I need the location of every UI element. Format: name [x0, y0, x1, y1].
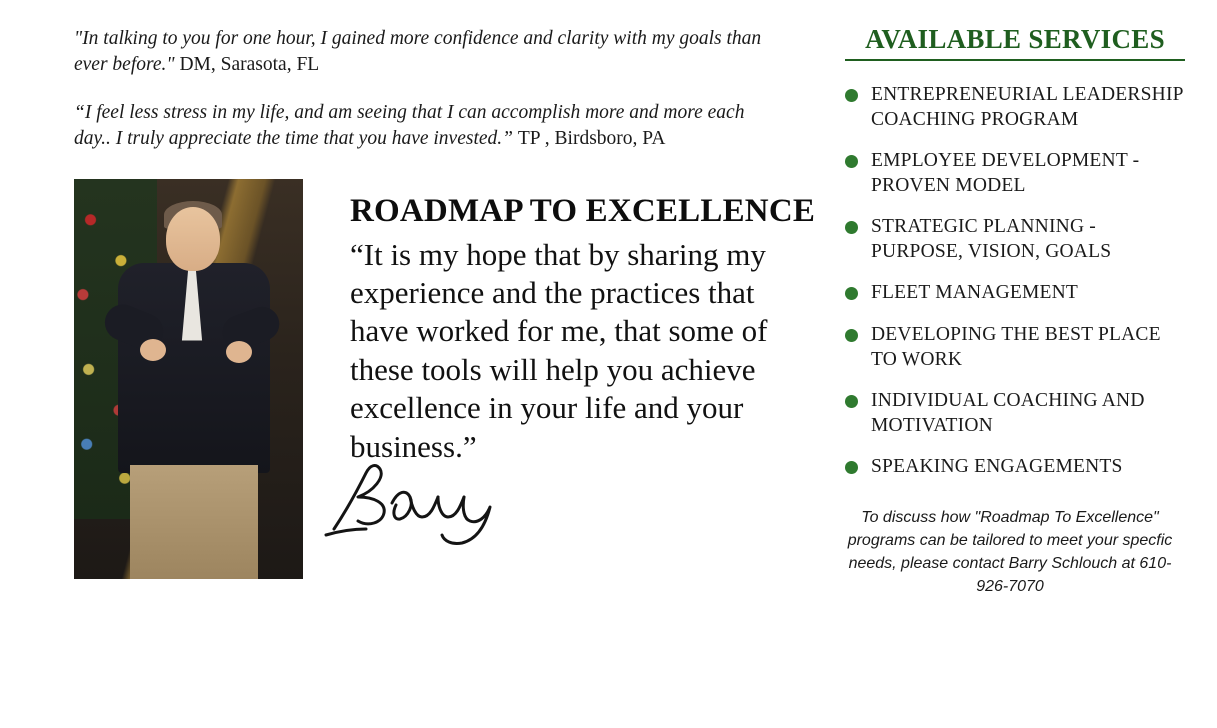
bullet-icon [845, 461, 858, 474]
page-title-text: ROADMAP TO EXCELLENCE [350, 192, 816, 229]
signature [306, 451, 526, 551]
photo-head [166, 207, 220, 271]
list-item [845, 149, 1185, 198]
left-column [74, 26, 814, 599]
list-item [845, 215, 1185, 264]
photo-right-hand [226, 341, 252, 363]
feature-text-block [350, 179, 814, 467]
testimonial-1-quote: "In talking to you for one hour, I gained more confidence and clarity with my goals than ever before." [74, 28, 762, 76]
photo-pants [130, 465, 258, 579]
list-item [845, 281, 1185, 306]
bullet-icon [845, 221, 858, 234]
service-label: STRATEGIC PLANNING - PURPOSE, VISION, GOALS [871, 216, 1112, 262]
photo-left-hand [140, 339, 166, 361]
bullet-icon [845, 329, 858, 342]
page-title [350, 193, 814, 230]
list-item [845, 389, 1185, 438]
bullet-icon [845, 89, 858, 102]
service-label: FLEET MANAGEMENT [871, 282, 1079, 304]
bullet-icon [845, 287, 858, 300]
service-label: DEVELOPING THE BEST PLACE TO WORK [871, 323, 1161, 370]
service-label: ENTREPRENEURIAL LEADERSHIP COACHING PROGRAM [871, 84, 1183, 130]
service-label: INDIVIDUAL COACHING AND MOTIVATION [871, 390, 1145, 436]
testimonial-1-attribution: DM, Sarasota, FL [179, 54, 320, 76]
list-item [845, 323, 1185, 372]
list-item [845, 83, 1185, 132]
speaker-photo [74, 179, 303, 579]
services-column [845, 24, 1185, 599]
feature-section [74, 179, 814, 599]
service-label: SPEAKING ENGAGEMENTS [871, 456, 1123, 478]
list-item [845, 455, 1185, 480]
services-heading: AVAILABLE SERVICES [845, 24, 1185, 61]
bullet-icon [845, 395, 858, 408]
bullet-icon [845, 155, 858, 168]
service-label: EMPLOYEE DEVELOPMENT - PROVEN MODEL [871, 150, 1140, 196]
testimonial-1 [74, 26, 790, 78]
testimonial-2-attribution: TP , Birdsboro, PA [517, 128, 666, 150]
feature-quote: “It is my hope that by sharing my experience and the practices that have worked for me, that some of these tools will help you achieve excellence in your life and your business.” [350, 236, 768, 464]
testimonial-2-quote: “I feel less stress in my life, and am seeing that I can accomplish more and more each day.. I truly appreciate the time that you have invested.” [74, 102, 745, 150]
testimonial-2 [74, 100, 774, 152]
contact-note: To discuss how "Roadmap To Excellence" programs can be tailored to meet your specfic needs, please contact Barry Schlouch at 610-926-7070 [847, 508, 1173, 596]
services-list [845, 83, 1185, 480]
